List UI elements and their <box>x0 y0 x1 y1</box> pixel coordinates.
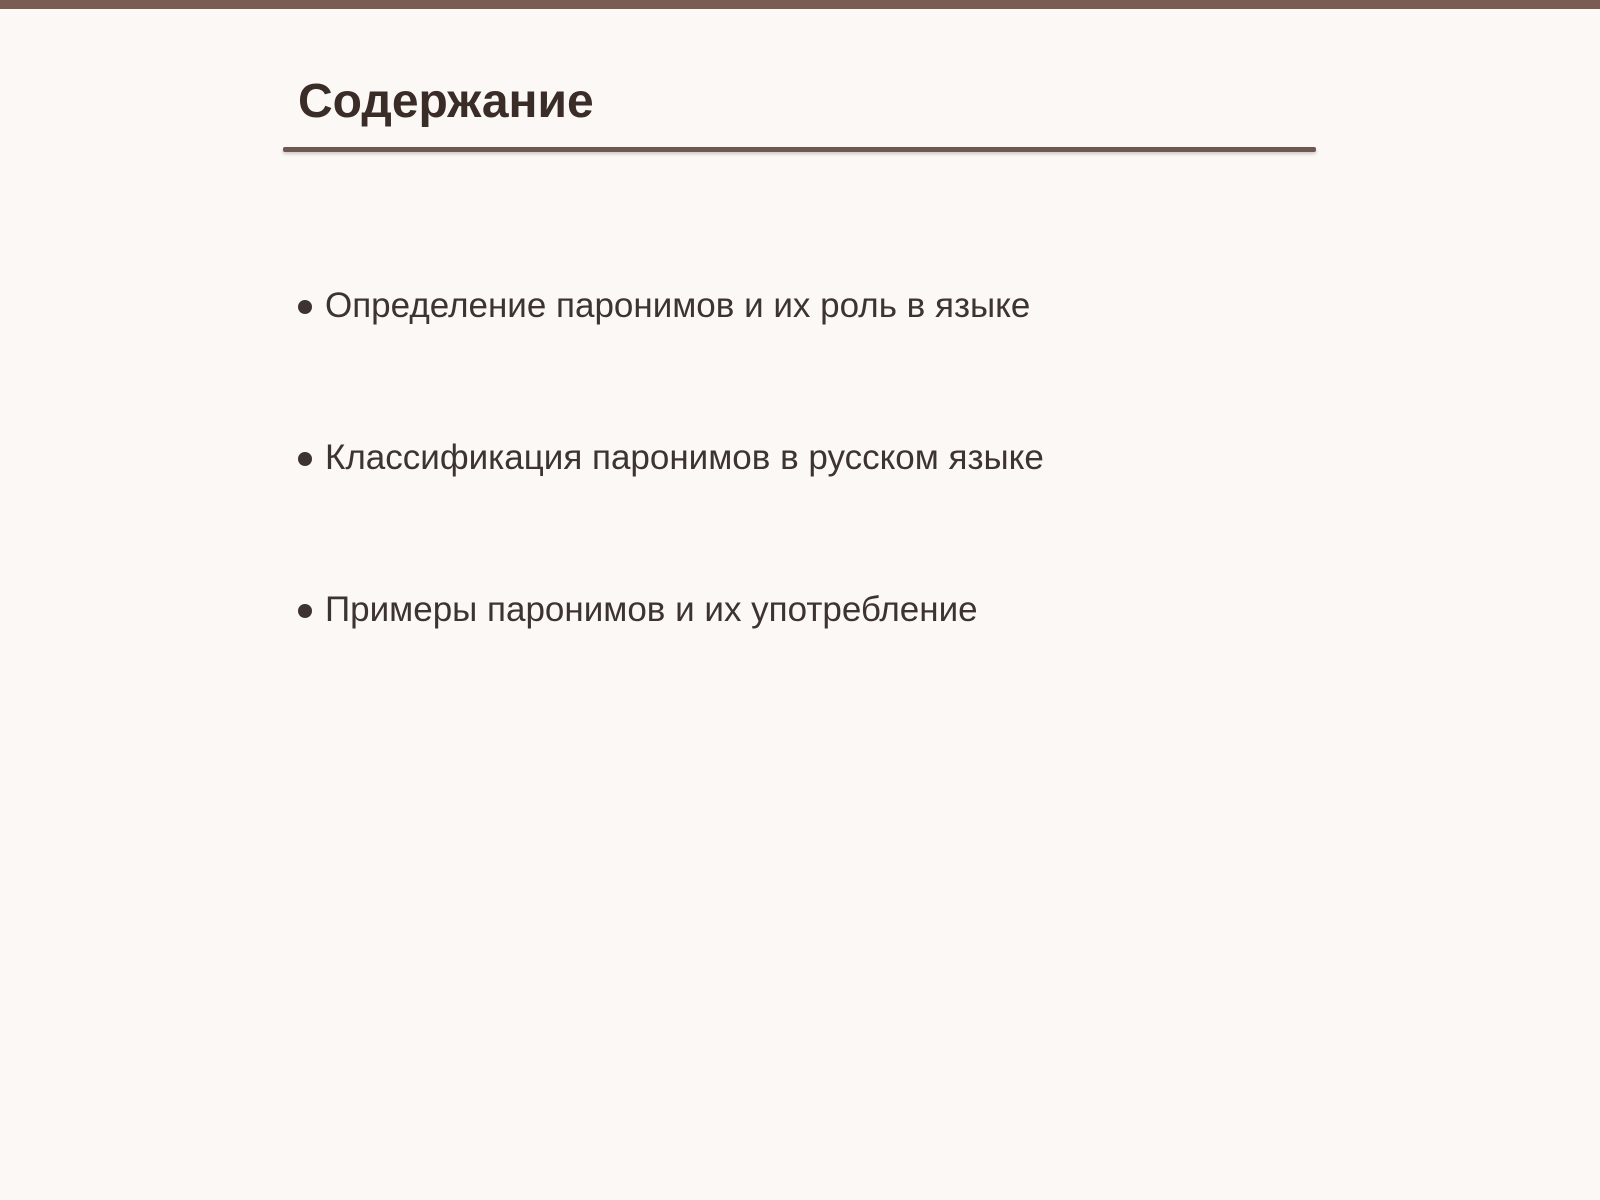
list-item <box>298 584 1044 636</box>
list-item-text: Определение паронимов и их роль в языке <box>325 286 1031 325</box>
top-accent-bar <box>0 0 1600 9</box>
bullet-icon <box>298 300 312 314</box>
list-item-text: Примеры паронимов и их употребление <box>325 590 978 629</box>
bullet-icon <box>298 604 312 618</box>
contents-list <box>298 280 1044 736</box>
slide-title: Содержание <box>298 75 594 128</box>
title-underline <box>283 147 1316 152</box>
list-item-text: Классификация паронимов в русском языке <box>325 438 1044 477</box>
bullet-icon <box>298 452 312 466</box>
list-item <box>298 280 1044 332</box>
list-item <box>298 432 1044 484</box>
